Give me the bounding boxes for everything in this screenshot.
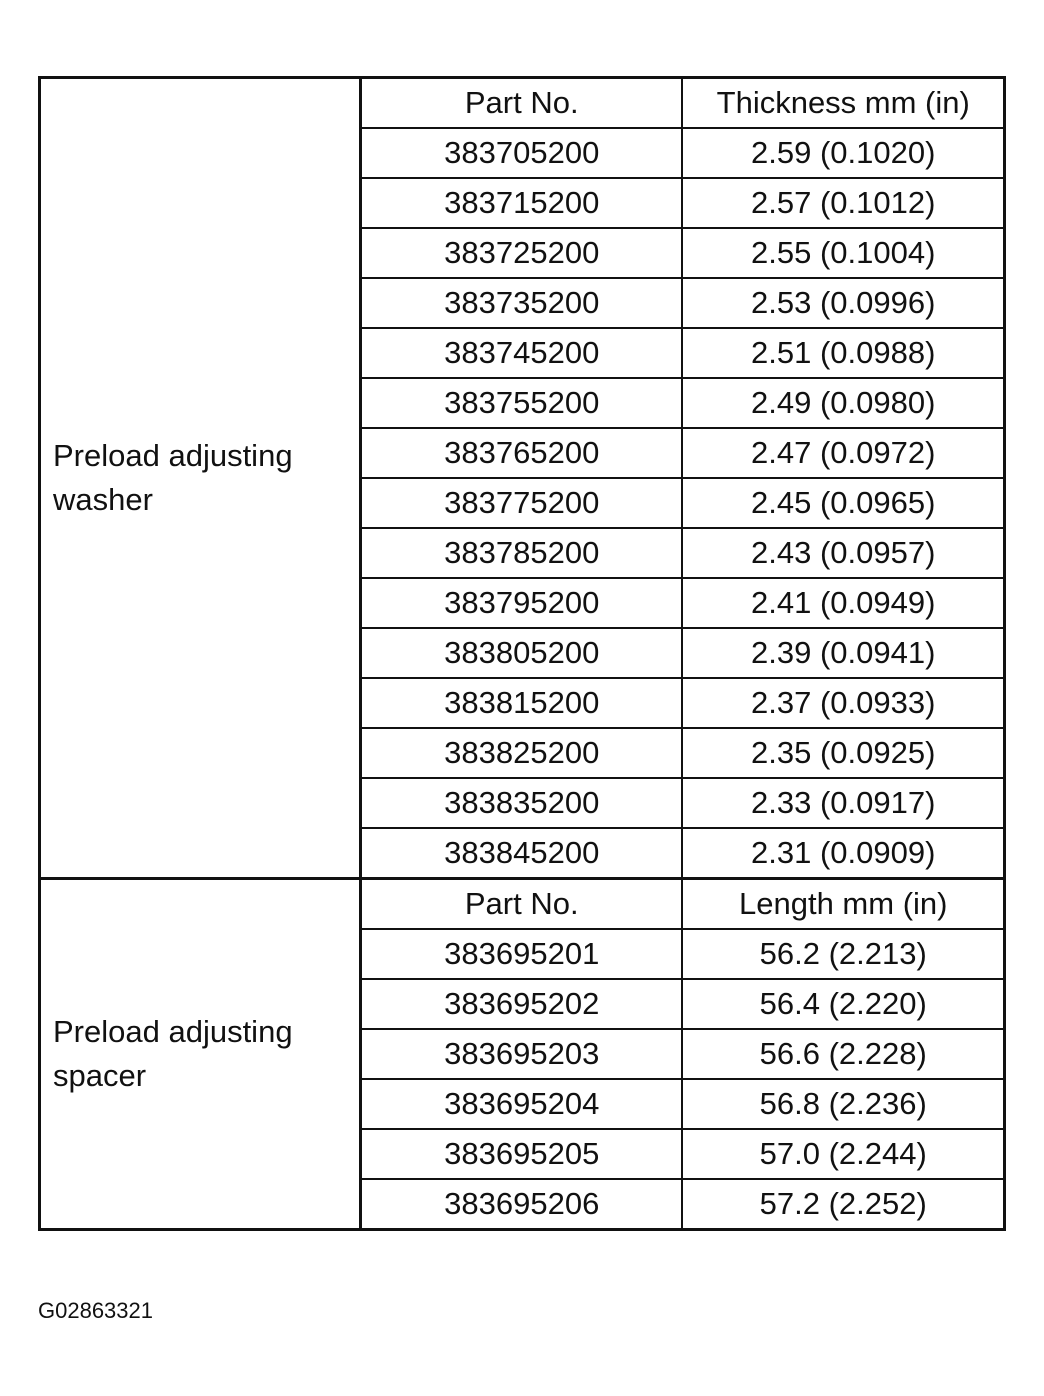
- preload-spec-table: [38, 76, 1006, 1231]
- dimension-value-cell: 2.57 (0.1012): [682, 178, 1004, 228]
- dimension-value-cell: 2.45 (0.0965): [682, 478, 1004, 528]
- part-number-cell: 383835200: [360, 778, 682, 828]
- part-number-cell: 383695202: [360, 979, 682, 1029]
- part-number-cell: 383785200: [360, 528, 682, 578]
- dimension-value-cell: 57.0 (2.244): [682, 1129, 1004, 1179]
- dimension-value-cell: 56.4 (2.220): [682, 979, 1004, 1029]
- part-number-cell: 383735200: [360, 278, 682, 328]
- dimension-value-cell: 2.53 (0.0996): [682, 278, 1004, 328]
- dimension-value-cell: 57.2 (2.252): [682, 1179, 1004, 1230]
- part-number-cell: 383695203: [360, 1029, 682, 1079]
- dimension-value-cell: 56.2 (2.213): [682, 929, 1004, 979]
- dimension-value-cell: 56.6 (2.228): [682, 1029, 1004, 1079]
- washer-header-row: [40, 78, 1005, 129]
- dimension-value-cell: 2.33 (0.0917): [682, 778, 1004, 828]
- table-body: [40, 78, 1005, 1230]
- dimension-value-cell: 2.41 (0.0949): [682, 578, 1004, 628]
- part-number-cell: 383725200: [360, 228, 682, 278]
- part-number-cell: 383825200: [360, 728, 682, 778]
- spacer-length-header: Length mm (in): [682, 879, 1004, 930]
- spacer-part-header: Part No.: [360, 879, 682, 930]
- washer-group-label: Preload adjusting washer: [40, 78, 361, 879]
- washer-part-header: Part No.: [360, 78, 682, 129]
- part-number-cell: 383765200: [360, 428, 682, 478]
- dimension-value-cell: 2.51 (0.0988): [682, 328, 1004, 378]
- part-number-cell: 383775200: [360, 478, 682, 528]
- part-number-cell: 383695206: [360, 1179, 682, 1230]
- figure-code: G02863321: [38, 1298, 153, 1323]
- dimension-value-cell: 2.35 (0.0925): [682, 728, 1004, 778]
- part-number-cell: 383695205: [360, 1129, 682, 1179]
- dimension-value-cell: 56.8 (2.236): [682, 1079, 1004, 1129]
- dimension-value-cell: 2.55 (0.1004): [682, 228, 1004, 278]
- part-number-cell: 383715200: [360, 178, 682, 228]
- part-number-cell: 383745200: [360, 328, 682, 378]
- spacer-header-row: [40, 879, 1005, 930]
- part-number-cell: 383845200: [360, 828, 682, 879]
- dimension-value-cell: 2.47 (0.0972): [682, 428, 1004, 478]
- part-number-cell: 383815200: [360, 678, 682, 728]
- part-number-cell: 383795200: [360, 578, 682, 628]
- part-number-cell: 383695204: [360, 1079, 682, 1129]
- part-number-cell: 383695201: [360, 929, 682, 979]
- washer-thickness-header: Thickness mm (in): [682, 78, 1004, 129]
- dimension-value-cell: 2.31 (0.0909): [682, 828, 1004, 879]
- part-number-cell: 383755200: [360, 378, 682, 428]
- dimension-value-cell: 2.37 (0.0933): [682, 678, 1004, 728]
- dimension-value-cell: 2.43 (0.0957): [682, 528, 1004, 578]
- dimension-value-cell: 2.39 (0.0941): [682, 628, 1004, 678]
- part-number-cell: 383705200: [360, 128, 682, 178]
- dimension-value-cell: 2.49 (0.0980): [682, 378, 1004, 428]
- spacer-group-label: Preload adjusting spacer: [40, 879, 361, 1230]
- part-number-cell: 383805200: [360, 628, 682, 678]
- dimension-value-cell: 2.59 (0.1020): [682, 128, 1004, 178]
